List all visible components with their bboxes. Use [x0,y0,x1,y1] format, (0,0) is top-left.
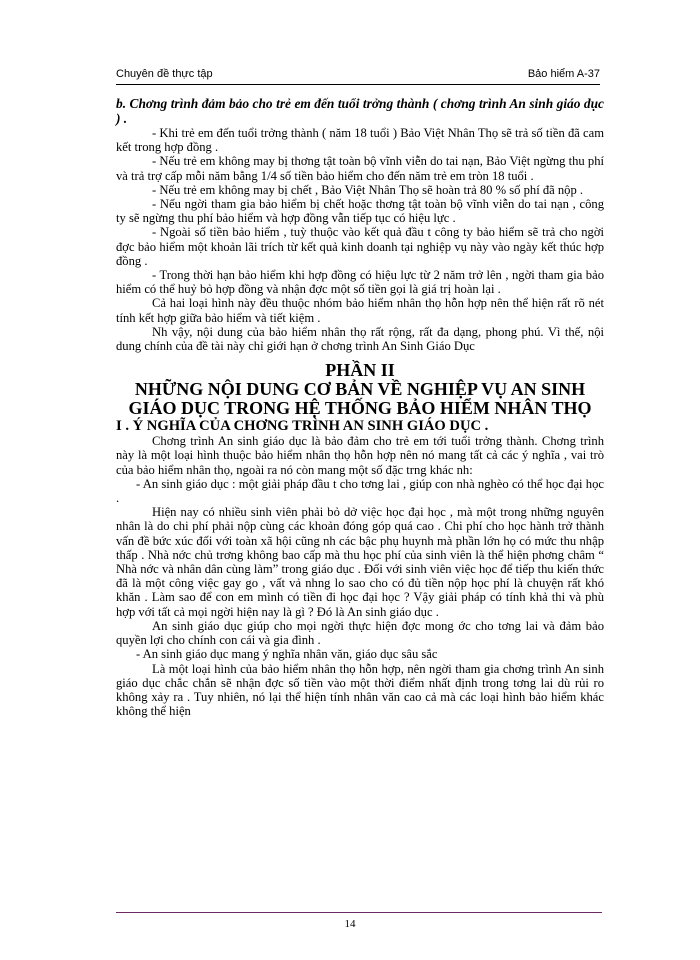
paragraph: - Nếu trẻ em không may bị thơng tật toàn bộ vĩnh viễn do tai nạn, Bảo Việt ngừng thu phí và trả trợ cấp mỗi năm bằng 1/4 số tiền bảo hiểm cho đến năm trẻ em tròn 18 tuổi . [116,154,604,183]
header-title: Chuyên đề thực tập [116,68,213,80]
part-number: PHẦN II [325,360,395,381]
subsection-heading: b. Chơng trình đảm bảo cho trẻ em đến tuổi trởng thành ( chơng trình An sinh giáo dục ) . [116,96,604,126]
footer-divider [116,912,602,913]
paragraph: - An sinh giáo dục mang ý nghĩa nhân văn, giáo dục sâu sắc [136,647,438,662]
section-heading: I . Ý NGHĨA CỦA CHƠNG TRÌNH AN SINH GIÁO DỤC . [116,418,489,435]
paragraph: Là một loại hình của bảo hiểm nhân thọ hỗn hợp, nên ngời tham gia chơng trình An sinh giáo dục chắc chắn sẽ nhận đợc số tiền vào một thời điểm nhất định trong tơng lai dù rủi ro không xảy ra . Tuy nhiên, nó lại thể hiện tính nhân văn cao cả mà các loại hình bảo hiểm khác không thể hiện [116,661,604,719]
paragraph: - Nếu ngời tham gia bảo hiểm bị chết hoặc thơng tật toàn bộ vĩnh viễn do tai nạn , công ty sẽ ngừng thu phí bảo hiểm và hợp đồng vẫn tiếp tục có hiệu lực . [116,197,604,226]
paragraph: An sinh giáo dục giúp cho mọi ngời thực hiện đợc mong ớc cho tơng lai và đảm bảo quyền lợi cho chính con cái và gia đình . [116,618,604,648]
paragraph: Nh vậy, nội dung của bảo hiểm nhân thọ rất rộng, rất đa dạng, phong phú. Vì thế, nội dung chính của đề tài này chỉ giới hạn ở chơng trình An Sinh Giáo Dục [116,324,604,354]
paragraph: - Nếu trẻ em không may bị chết , Bảo Việt Nhân Thọ sẽ hoàn trả 80 % số phí đã nộp . [152,182,584,197]
paragraph: Chơng trình An sinh giáo dục là bảo đảm cho trẻ em tới tuổi trởng thành. Chơng trình này là một loại hình thuộc bảo hiểm nhân thọ hỗn hợp nên nó mang tất cả các ý nghĩa , vai trò của bảo hiểm nhân thọ, ngoài ra nó còn mang một số đặc trng khác nh: [116,434,604,477]
paragraph: - Khi trẻ em đến tuổi trởng thành ( năm 18 tuổi ) Bảo Việt Nhân Thọ sẽ trả số tiền đã cam kết trong hợp đồng . [116,126,604,155]
header-code: Bảo hiểm A-37 [527,68,600,80]
paragraph: - An sinh giáo dục : một giải pháp đầu t cho tơng lai , giúp con nhà nghèo có thể học đại học . [116,476,604,506]
paragraph: Hiện nay có nhiều sinh viên phải bỏ dở việc học đại học , mà một trong những nguyên nhân là do chi phí phải nộp cùng các khoản đóng góp quá cao . Chi phí cho học hành trở thành vấn đề bức xúc đối với toàn xã hội cũng nh các bậc phụ huynh mà phần lớn họ có mức thu nhập thấp . Nhà nớc chủ trơng không bao cấp mà thu học phí của sinh viên là thể hiện phơng châm “ Nhà nớc và nhân dân cùng làm” trong giáo dục . Đối với sinh viên việc học để tiếp thu kiến thức đã là một công việc gay go , vất vả nhng lo sao cho có đủ tiền nộp học phí là chuyện rất khó khăn . Làm sao để con em mình có tiền đi học đại học ? Vậy giải pháp có tính khả thi và phù hợp với tất cả mọi ngời hiện nay là gì ? Đó là An sinh giáo dục . [116,505,604,619]
paragraph: - Ngoài số tiền bảo hiểm , tuỳ thuộc vào kết quả đầu t công ty bảo hiểm sẽ trả cho ngời đợc bảo hiểm một khoản lãi trích từ kết quả kinh doanh tại nghiệp vụ này vào ngày kết thúc hợp đồng . [116,225,604,268]
paragraph: Cả hai loại hình này đều thuộc nhóm bảo hiểm nhân thọ hỗn hợp nên thể hiện rất rõ nét tính kết hợp giữa bảo hiểm và tiết kiệm . [116,296,604,325]
header-divider [116,84,600,85]
part-title: NHỮNG NỘI DUNG CƠ BẢN VỀ NGHIỆP VỤ AN SINH GIÁO DỤC TRONG HỆ THỐNG BẢO HIỂM NHÂN THỌ [128,379,592,419]
paragraph: - Trong thời hạn bảo hiểm khi hợp đồng có hiệu lực từ 2 năm trở lên , ngời tham gia bảo hiểm có thể huỷ bỏ hợp đồng và nhận đợc một số tiền gọi là giá trị hoàn lại . [116,268,604,297]
page-number: 14 [344,918,356,930]
document-body [116,96,604,718]
